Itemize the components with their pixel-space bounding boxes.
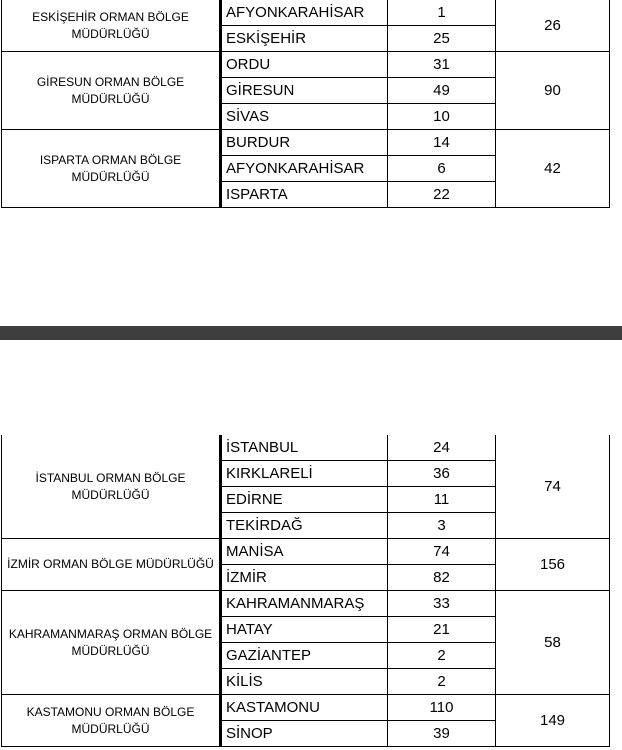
regional-table-page-1 <box>1 0 610 208</box>
city-cell: GİRESUN <box>221 78 388 104</box>
city-cell: SİNOP <box>221 721 388 747</box>
table-row <box>2 539 610 565</box>
count-cell: 2 <box>388 643 496 669</box>
city-cell: KIRKLARELİ <box>221 461 388 487</box>
city-cell: TEKİRDAĞ <box>221 513 388 539</box>
city-cell: ORDU <box>221 52 388 78</box>
city-cell: KİLİS <box>221 669 388 695</box>
city-cell: HATAY <box>221 617 388 643</box>
region-name: İZMİR ORMAN BÖLGE MÜDÜRLÜĞÜ <box>2 539 221 591</box>
table-row <box>2 130 610 156</box>
region-name: GİRESUN ORMAN BÖLGE MÜDÜRLÜĞÜ <box>2 52 221 130</box>
region-name: ESKİŞEHİR ORMAN BÖLGE MÜDÜRLÜĞÜ <box>2 0 221 52</box>
count-cell: 10 <box>388 104 496 130</box>
count-cell: 24 <box>388 435 496 461</box>
city-cell: AFYONKARAHİSAR <box>221 0 388 26</box>
region-total: 42 <box>496 130 610 208</box>
count-cell: 33 <box>388 591 496 617</box>
table-row <box>2 0 610 26</box>
table-row <box>2 695 610 721</box>
count-cell: 14 <box>388 130 496 156</box>
city-cell: KAHRAMANMARAŞ <box>221 591 388 617</box>
region-total: 156 <box>496 539 610 591</box>
city-cell: İZMİR <box>221 565 388 591</box>
city-cell: MANİSA <box>221 539 388 565</box>
region-name: KAHRAMANMARAŞ ORMAN BÖLGE MÜDÜRLÜĞÜ <box>2 591 221 695</box>
count-cell: 11 <box>388 487 496 513</box>
city-cell: SİVAS <box>221 104 388 130</box>
region-total: 26 <box>496 0 610 52</box>
table-row <box>2 52 610 78</box>
count-cell: 49 <box>388 78 496 104</box>
region-total: 74 <box>496 435 610 539</box>
city-cell: İSTANBUL <box>221 435 388 461</box>
region-name: KASTAMONU ORMAN BÖLGE MÜDÜRLÜĞÜ <box>2 695 221 747</box>
page-separator <box>0 326 622 340</box>
city-cell: KASTAMONU <box>221 695 388 721</box>
regional-table-page-2 <box>1 435 610 747</box>
region-total: 58 <box>496 591 610 695</box>
count-cell: 22 <box>388 182 496 208</box>
count-cell: 36 <box>388 461 496 487</box>
region-name: İSTANBUL ORMAN BÖLGE MÜDÜRLÜĞÜ <box>2 435 221 539</box>
count-cell: 74 <box>388 539 496 565</box>
region-total: 149 <box>496 695 610 747</box>
city-cell: ESKİŞEHİR <box>221 26 388 52</box>
city-cell: AFYONKARAHİSAR <box>221 156 388 182</box>
city-cell: GAZİANTEP <box>221 643 388 669</box>
region-name: ISPARTA ORMAN BÖLGE MÜDÜRLÜĞÜ <box>2 130 221 208</box>
city-cell: BURDUR <box>221 130 388 156</box>
count-cell: 110 <box>388 695 496 721</box>
city-cell: EDİRNE <box>221 487 388 513</box>
count-cell: 39 <box>388 721 496 747</box>
count-cell: 6 <box>388 156 496 182</box>
count-cell: 21 <box>388 617 496 643</box>
city-cell: ISPARTA <box>221 182 388 208</box>
count-cell: 3 <box>388 513 496 539</box>
table-row <box>2 435 610 461</box>
count-cell: 25 <box>388 26 496 52</box>
count-cell: 31 <box>388 52 496 78</box>
count-cell: 1 <box>388 0 496 26</box>
region-total: 90 <box>496 52 610 130</box>
count-cell: 2 <box>388 669 496 695</box>
table-row <box>2 591 610 617</box>
count-cell: 82 <box>388 565 496 591</box>
